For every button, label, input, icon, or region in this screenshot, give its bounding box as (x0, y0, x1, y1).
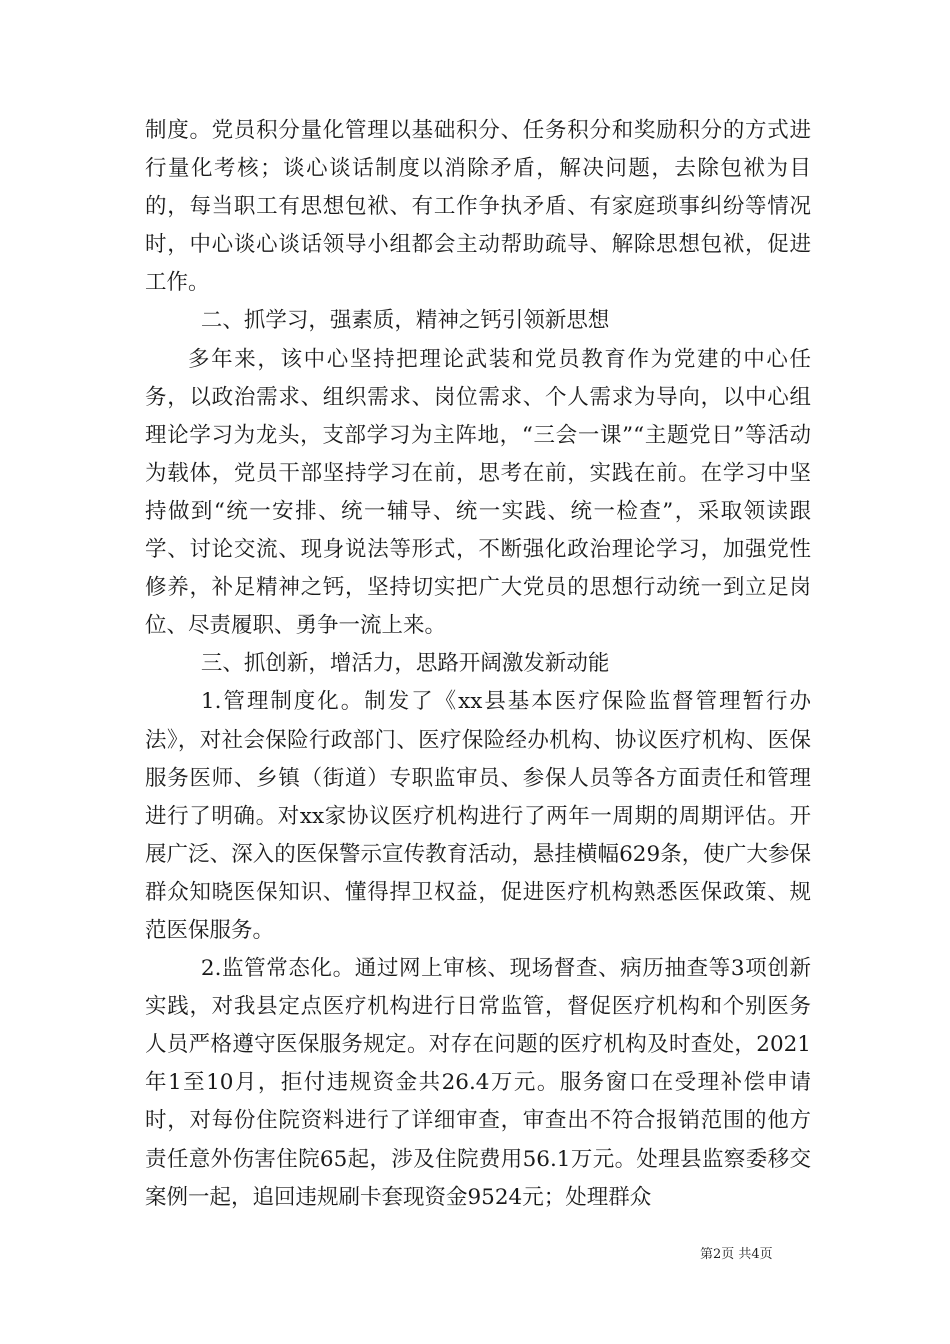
paragraph-management: 1.管理制度化。制发了《xx县基本医疗保险监督管理暂行办法》，对社会保险行政部门、医疗保险经办机构、协议医疗机构、医保服务医师、乡镇（街道）专职监审员、参保人员等各方面责任和管理进行了明确。对xx家协议医疗机构进行了两年一周期的周期评估。开展广泛、深入的医保警示宣传教育活动，悬挂横幅629条，使广大参保群众知晓医保知识、懂得捍卫权益，促进医疗机构熟悉医保政策、规范医保服务。 (145, 689, 811, 943)
page-number: 第2页 共4页 (700, 1247, 773, 1262)
paragraph-study: 多年来，该中心坚持把理论武装和党员教育作为党建的中心任务，以政治需求、组织需求、岗位需求、个人需求为导向，以中心组理论学习为龙头，支部学习为主阵地，“三会一课”“主题党日”等活动为载体，党员干部坚持学习在前，思考在前，实践在前。在学习中坚持做到“统一安排、统一辅导、统一实践、统一检查”，采取领读跟学、讨论交流、现身说法等形式，不断强化政治理论学习，加强党性修养，补足精神之钙，坚持切实把广大党员的思想行动统一到立足岗位、尽责履职、勇争一流上来。 (145, 346, 811, 639)
paragraph-supervision: 2.监管常态化。通过网上审核、现场督查、病历抽查等3项创新实践，对我县定点医疗机构进行日常监管，督促医疗机构和个别医务人员严格遵守医保服务规定。对存在问题的医疗机构及时查处，2021年1至10月，拒付违规资金共26.4万元。服务窗口在受理补偿申请时，对每份住院资料进行了详细审查，审查出不符合报销范围的他方责任意外伤害住院65起，涉及住院费用56.1万元。处理县监察委移交案例一起，追回违规刷卡套现资金9524元；处理群众 (145, 956, 811, 1210)
section-heading-2: 二、抓学习，强素质，精神之钙引领新思想 (200, 308, 610, 334)
section-heading-3: 三、抓创新，增活力，思路开阔激发新动能 (200, 651, 610, 677)
paragraph-continuation: 制度。党员积分量化管理以基础积分、任务积分和奖励积分的方式进行量化考核；谈心谈话制度以消除矛盾，解决问题，去除包袱为目的，每当职工有思想包袱、有工作争执矛盾、有家庭琐事纠纷等情况时，中心谈心谈话领导小组都会主动帮助疏导、解除思想包袱，促进工作。 (145, 118, 811, 296)
document-body (145, 112, 811, 1217)
